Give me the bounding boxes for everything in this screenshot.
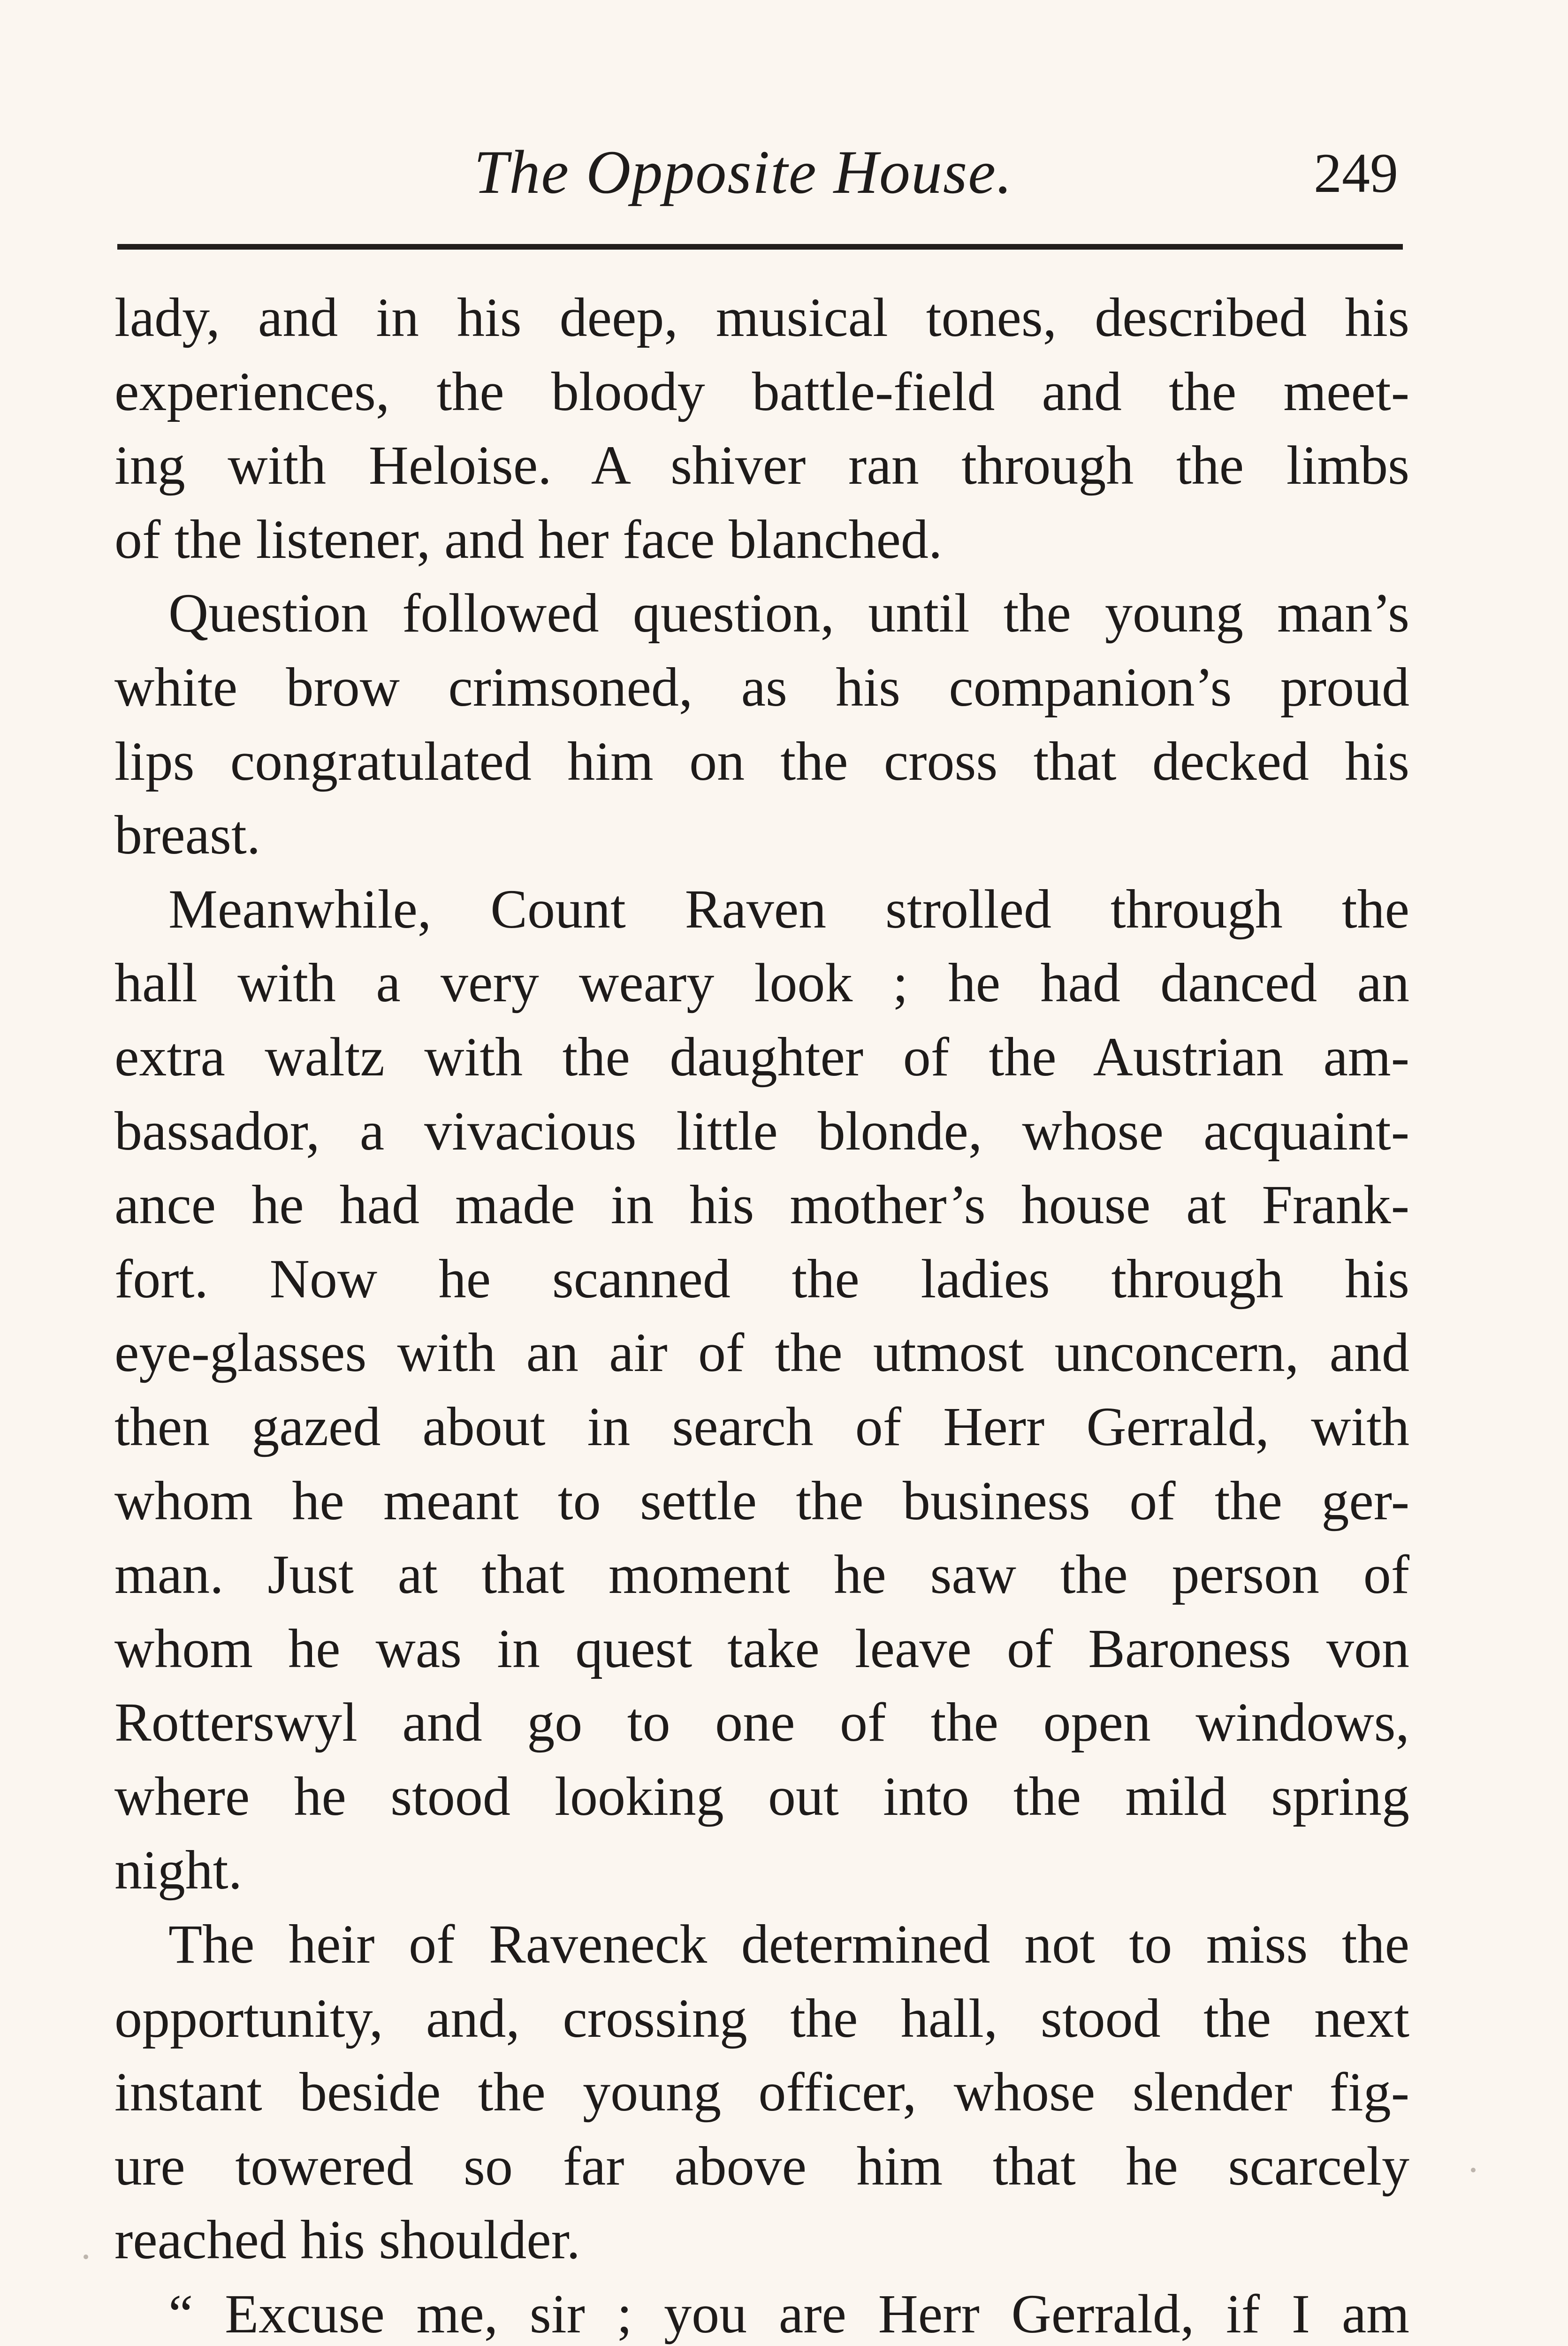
text-line: Question followed question, until the young man’s [168,582,1409,644]
text-line: ance he had made in his mother’s house at Frank- [114,1174,1409,1236]
text-line: breast. [114,804,261,866]
text-line: eye-glasses with an air of the utmost unconcern, and [114,1322,1409,1384]
text-line: man. Just at that moment he saw the person of [114,1544,1409,1606]
text-line: fort. Now he scanned the ladies through his [114,1248,1409,1310]
text-line: “ Excuse me, sir ; you are Herr Gerrald, if I am [168,2283,1409,2345]
text-line: experiences, the bloody battle-field and the meet- [114,360,1409,422]
header-rule [117,244,1403,250]
paper-speck [84,2255,88,2259]
text-line: hall with a very weary look ; he had danced an [114,952,1409,1014]
text-line: opportunity, and, crossing the hall, stood the next [114,1987,1409,2049]
text-line: then gazed about in search of Herr Gerrald, with [114,1395,1409,1457]
page-number: 249 [1314,142,1398,204]
text-line: extra waltz with the daughter of the Austrian am- [114,1026,1409,1088]
text-line: Meanwhile, Count Raven strolled through the [168,878,1409,940]
text-line: white brow crimsoned, as his companion’s proud [114,656,1409,718]
page-header [0,127,1568,221]
body-text [114,281,1409,2346]
text-line: of the listener, and her face blanched. [114,508,943,570]
text-line: instant beside the young officer, whose slender fig- [114,2061,1409,2123]
text-line: reached his shoulder. [114,2209,580,2271]
text-line: Rotterswyl and go to one of the open windows, [114,1691,1409,1753]
text-line: night. [114,1839,243,1901]
text-line: The heir of Raveneck determined not to miss the [168,1913,1409,1975]
running-title: The Opposite House. [474,137,1013,206]
text-line: bassador, a vivacious little blonde, whose acquaint- [114,1100,1409,1162]
paper-speck [1471,2168,1476,2172]
text-line: whom he meant to settle the business of the ger- [114,1470,1409,1531]
text-line: whom he was in quest take leave of Baroness von [114,1617,1409,1679]
text-line: where he stood looking out into the mild spring [114,1765,1409,1827]
text-line: ure towered so far above him that he scarcely [114,2135,1409,2197]
text-line: lady, and in his deep, musical tones, described his [114,287,1409,348]
text-line: ing with Heloise. A shiver ran through the limbs [114,434,1409,496]
text-line: lips congratulated him on the cross that decked his [114,730,1409,792]
